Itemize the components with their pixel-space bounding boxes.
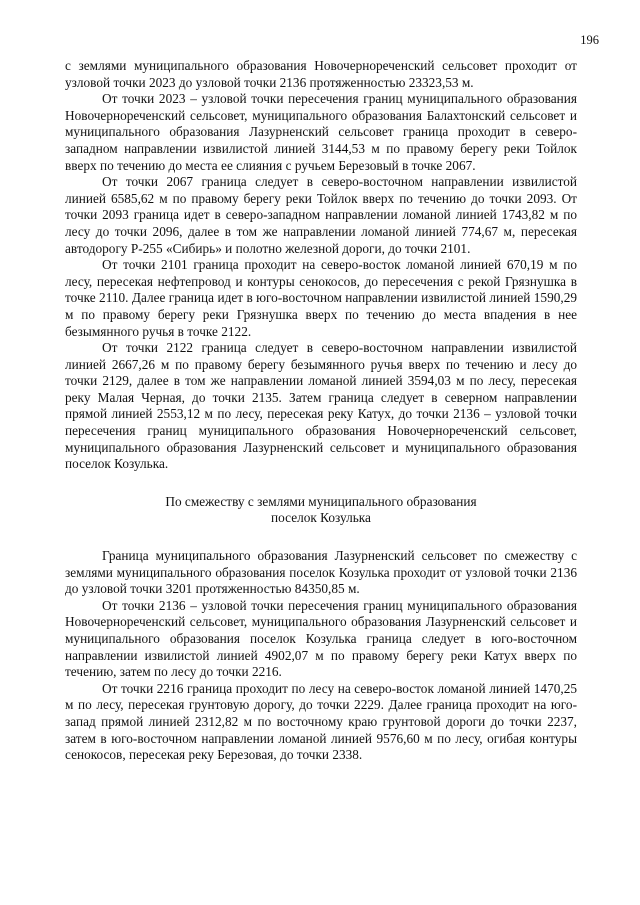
paragraph-continuation: с землями муниципального образования Новочернореченский сельсовет проходит от узловой точки 2023 до узловой точки 2136 протяженностью 23323,53 м. xyxy=(65,58,577,90)
paragraph-kozulka-intro: Граница муниципального образования Лазурненский сельсовет по смежеству с землями муниципального образования поселок Козулька проходит от узловой точки 2136 до узловой точки 3201 протяженностью 84350,85 м. xyxy=(65,548,577,597)
section-heading-line-1: По смежеству с землями муниципального образования xyxy=(165,493,477,509)
section-heading-line-2: поселок Козулька xyxy=(271,510,371,526)
document-body xyxy=(65,58,577,764)
paragraph-point-2023: От точки 2023 – узловой точки пересечения границ муниципального образования Новочернореченский сельсовет, муниципального образования Балахтонский сельсовет и муниципального образования Лазурненский сельсовет граница проходит в северо-западном направлении извилистой линией 3144,53 м по правому берегу реки Тойлок вверх по течению до места ее слияния с ручьем Березовый в точке 2067. xyxy=(65,91,577,173)
paragraph-point-2067: От точки 2067 граница следует в северо-восточном направлении извилистой линией 6585,62 м по правому берегу реки Тойлок вверх по течению до точки 2093. От точки 2093 граница идет в северо-западном направлении ломаной линией 1743,82 м по лесу до точки 2096, далее в том же направлении ломаной линией 774,67 м, пересекая автодорогу Р-255 «Сибирь» и полотно железной дороги, до точки 2101. xyxy=(65,174,577,256)
paragraph-point-2122: От точки 2122 граница следует в северо-восточном направлении извилистой линией 2667,26 м по правому берегу безымянного ручья вверх по течению и лесу до точки 2129, далее в том же направлении ломаной линией 3594,03 м по лесу, пересекая реку Малая Черная, до точки 2135. Затем граница следует в северном направлении прямой линией 2553,12 м по лесу, пересекая реку Катух, до точки 2136 – узловой точки пересечения границ муниципального образования Новочернореченский сельсовет, муниципального образования Лазурненский сельсовет и муниципального образования поселок Козулька. xyxy=(65,340,577,472)
paragraph-point-2216: От точки 2216 граница проходит по лесу на северо-восток ломаной линией 1470,25 м по лесу, пересекая грунтовую дорогу, до точки 2229. Далее граница проходит на юго-запад прямой линией 2312,82 м по восточному краю грунтовой дороги до точки 2237, затем в юго-восточном направлении ломаной линией 9576,60 м по лесу, огибая контуры сенокосов, пересекая реку Березовая, до точки 2338. xyxy=(65,680,577,763)
page-number: 196 xyxy=(580,33,599,47)
section-heading-kozulka xyxy=(65,494,577,527)
paragraph-point-2136: От точки 2136 – узловой точки пересечения границ муниципального образования Новочернореченский сельсовет, муниципального образования Лазурненский сельсовет и муниципального образования поселок Козулька граница следует в юго-восточном направлении извилистой линией 4902,07 м по правому берегу реки Катух вверх по течению, затем по лесу до точки 2216. xyxy=(65,597,577,680)
paragraph-point-2101: От точки 2101 граница проходит на северо-восток ломаной линией 670,19 м по лесу, пересекая нефтепровод и контуры сенокосов, до пересечения с рекой Грязнушка в точке 2110. Далее граница идет в юго-восточном направлении извилистой линией 1590,29 м по правому берегу реки Грязнушка вверх по течению до места впадения в нее безымянного ручья в точке 2122. xyxy=(65,257,577,339)
